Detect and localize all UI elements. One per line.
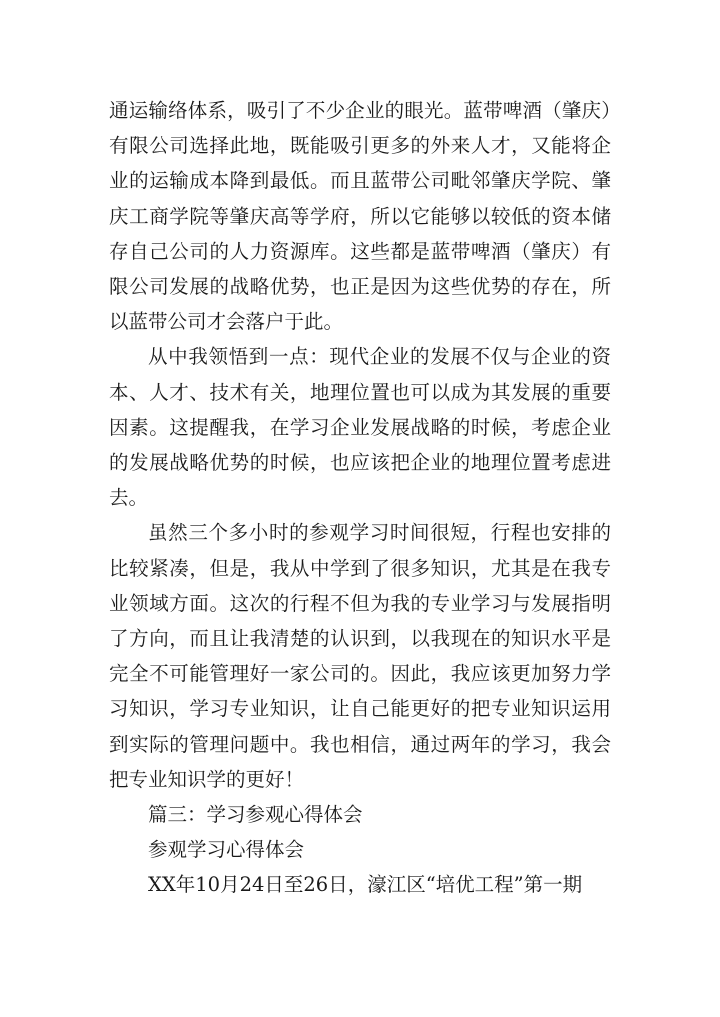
paragraph-reflection: 虽然三个多小时的参观学习时间很短，行程也安排的比较紧凑，但是，我从中学到了很多知识，尤其是在我专业领域方面。这次的行程不但为我的专业学习与发展指明了方向，而且让我清楚的认识到，以我现在的知识水平是完全不可能管理好一家公司的。因此，我应该更加努力学习知识，学习专业知识，让自己能更好的把专业知识运用到实际的管理问题中。我也相信，通过两年的学习，我会把专业知识学的更好！ [109,521,611,791]
section-heading: 篇三：学习参观心得体会 [148,803,363,827]
section-subheading: 参观学习心得体会 [148,838,305,862]
paragraph-date-intro: XX年10月24日至26日，濠江区“培优工程”第一期 [148,873,583,897]
paragraph-insight: 从中我领悟到一点：现代企业的发展不仅与企业的资本、人才、技术有关，地理位置也可以成为其发展的重要因素。这提醒我，在学习企业发展战略的时候，考虑企业的发展战略优势的时候，也应该把企业的地理位置考虑进去。 [109,345,611,510]
document-body [109,93,611,903]
paragraph-continuation: 通运输络体系，吸引了不少企业的眼光。蓝带啤酒（肇庆）有限公司选择此地，既能吸引更多的外来人才，又能将企业的运输成本降到最低。而且蓝带公司毗邻肇庆学院、肇庆工商学院等肇庆高等学府，所以它能够以较低的资本储存自己公司的人力资源库。这些都是蓝带啤酒（肇庆）有限公司发展的战略优势，也正是因为这些优势的存在，所以蓝带公司才会落户于此。 [109,99,611,334]
